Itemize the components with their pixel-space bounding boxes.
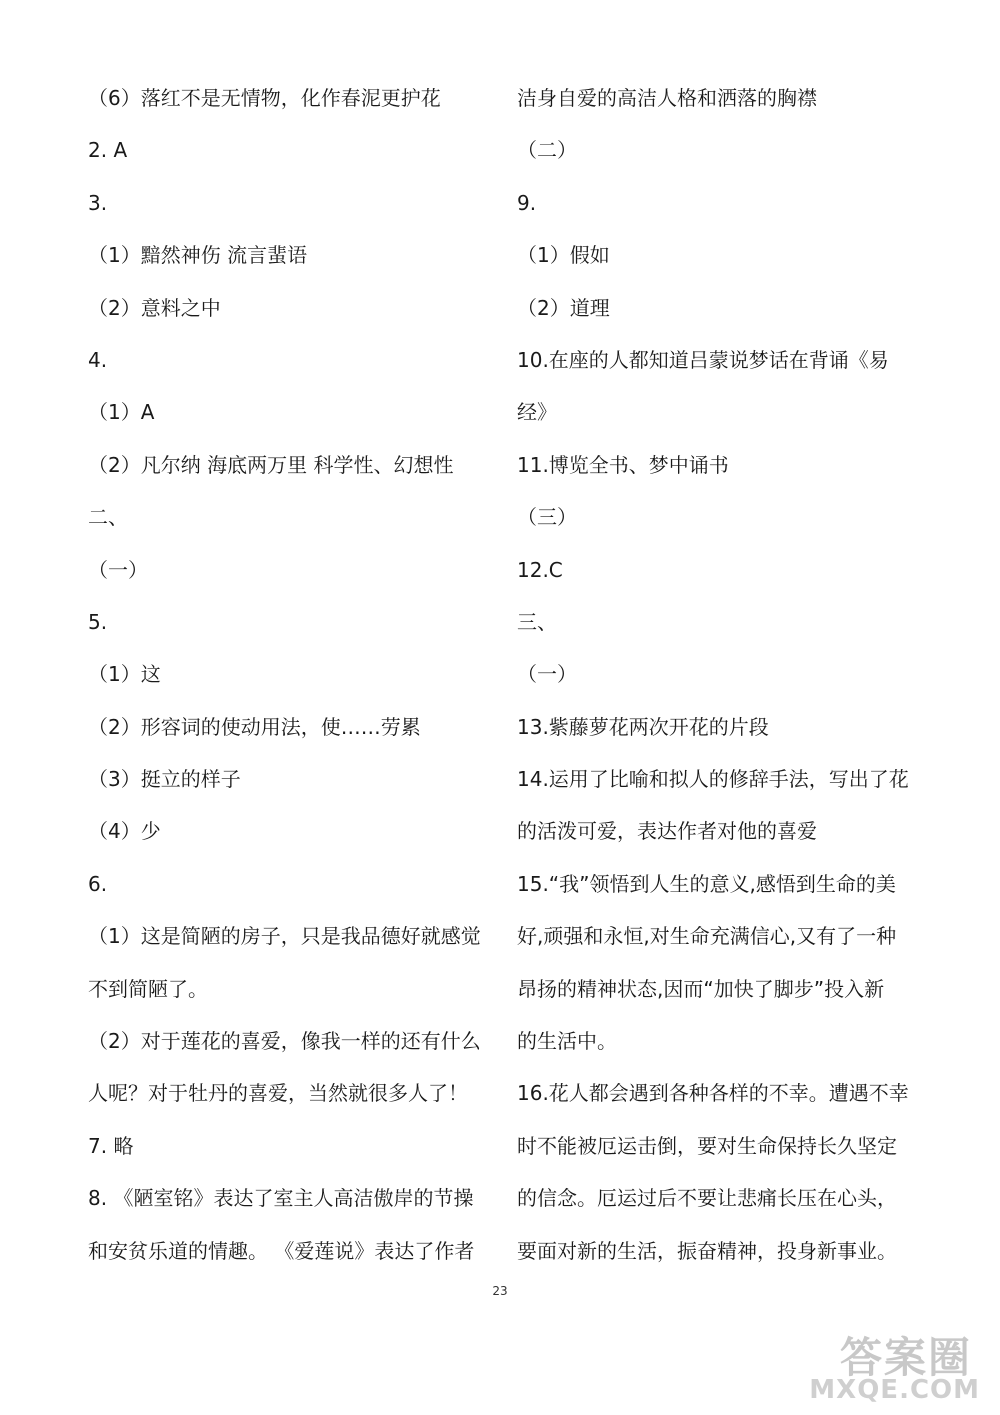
- answer-line: 3.: [88, 190, 108, 215]
- answer-line: 2. A: [88, 138, 128, 163]
- answer-line: 12.C: [517, 557, 563, 582]
- subsection-heading: （三）: [517, 505, 577, 530]
- subsection-heading: （二）: [517, 138, 577, 163]
- answer-line: 8. 《陋室铭》表达了室主人高洁傲岸的节操: [88, 1186, 474, 1211]
- answer-line: 的生活中。: [517, 1029, 617, 1054]
- answer-line: （1）黯然神伤 流言蜚语: [88, 243, 308, 268]
- watermark: [780, 1325, 980, 1410]
- answer-line: （6）落红不是无情物，化作春泥更护花: [88, 86, 441, 110]
- page-number: 23: [492, 1284, 508, 1298]
- answer-line: 10.在座的人都知道吕蒙说梦话在背诵《易: [517, 347, 889, 372]
- answer-line: 昂扬的精神状态,因而“加快了脚步”投入新: [517, 976, 885, 1001]
- answer-line: 11.博览全书、梦中诵书: [517, 452, 729, 477]
- answer-line: 16.花人都会遇到各种各样的不幸。遭遇不幸: [517, 1081, 909, 1106]
- answer-line: 的活泼可爱，表达作者对他的喜爱: [517, 819, 817, 844]
- answer-line: 6.: [88, 871, 108, 896]
- answer-line: 经》: [517, 400, 557, 425]
- answer-line: （3）挺立的样子: [88, 767, 241, 792]
- left-column: [88, 72, 488, 1277]
- answer-line: 洁身自爱的高洁人格和洒落的胸襟: [517, 86, 817, 110]
- answer-line: （4）少: [88, 819, 161, 844]
- answer-line: 13.紫藤萝花两次开花的片段: [517, 714, 769, 739]
- section-heading: 二、: [88, 505, 128, 530]
- answer-line: 时不能被厄运击倒，要对生命保持长久坚定: [517, 1133, 897, 1158]
- answer-line: （1）这: [88, 662, 161, 687]
- answer-line: （2）对于莲花的喜爱，像我一样的还有什么: [88, 1029, 481, 1054]
- section-heading: 三、: [517, 609, 557, 634]
- answer-line: （2）形容词的使动用法，使……劳累: [88, 714, 421, 739]
- answer-line: 5.: [88, 609, 108, 634]
- answer-line: 7. 略: [88, 1133, 134, 1158]
- answer-line: （2）道理: [517, 295, 610, 320]
- answer-line: （2）凡尔纳 海底两万里 科学性、幻想性: [88, 452, 454, 477]
- answer-line: 4.: [88, 347, 108, 372]
- answer-line: （1）A: [88, 400, 155, 425]
- answer-line: 9.: [517, 190, 537, 215]
- answer-line: 不到简陋了。: [88, 976, 208, 1001]
- answer-line: 人呢？对于牡丹的喜爱，当然就很多人了！: [88, 1081, 468, 1106]
- answer-line: 好,顽强和永恒,对生命充满信心,又有了一种: [517, 924, 897, 949]
- answer-line: （1）假如: [517, 243, 610, 268]
- right-column: [517, 72, 917, 1277]
- answer-line: 的信念。厄运过后不要让悲痛长压在心头，: [517, 1186, 897, 1211]
- watermark-url: MXQE.COM: [809, 1375, 980, 1405]
- answer-line: 和安贫乐道的情趣。 《爱莲说》表达了作者: [88, 1238, 475, 1263]
- answer-line: 15.“我”领悟到人生的意义,感悟到生命的美: [517, 871, 896, 896]
- answer-line: （2）意料之中: [88, 295, 221, 320]
- answer-line: 要面对新的生活，振奋精神，投身新事业。: [517, 1238, 897, 1263]
- watermark-logo: 答案圈: [839, 1333, 972, 1382]
- subsection-heading: （一）: [517, 662, 577, 687]
- answer-line: （1）这是简陋的房子，只是我品德好就感觉: [88, 924, 481, 949]
- subsection-heading: （一）: [88, 557, 148, 582]
- answer-line: 14.运用了比喻和拟人的修辞手法，写出了花: [517, 767, 909, 792]
